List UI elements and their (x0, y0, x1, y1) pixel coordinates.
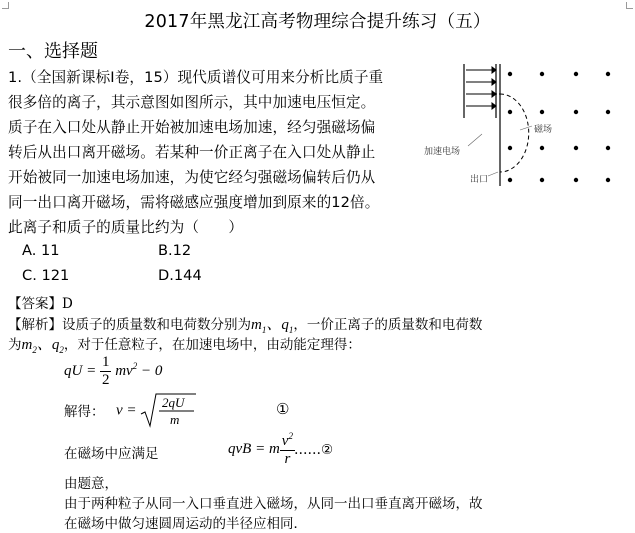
equation-lorentz: qvB = m $\frac{v^2}{r}$ (228, 431, 293, 467)
section-heading: 一、选择题 (8, 41, 98, 62)
page-title: 2017年黑龙江高考物理综合提升练习（五） (144, 12, 491, 32)
question-line: 很多倍的离子，其示意图如图所示，其中加速电压恒定。 (8, 94, 376, 111)
question-line: 质子在入口处从静止开始被加速电场加速，经匀强磁场偏 (8, 119, 376, 136)
svg-text:m: m (170, 412, 180, 427)
label-exit: 出口 (470, 175, 489, 185)
solve-label: 解得： (64, 404, 105, 420)
equation-number-2: ……② (294, 442, 334, 458)
conclusion-line-1: 由于两种粒子从同一入口垂直进入磁场，从同一出口垂直离开磁场，故 (64, 496, 483, 512)
option-c: C. 121 (22, 267, 70, 284)
question-line: 开始被同一加速电场加速，为使它经匀强磁场偏转后仍从 (8, 169, 376, 186)
symbol-m2-q2: $m_2$、$q_2$ (21, 337, 64, 355)
question-line: 同一出口离开磁场，需将磁感应强度增加到原来的12倍。 (8, 194, 380, 211)
equation-velocity: v = 2qU m (116, 392, 198, 430)
trajectory-path (500, 94, 529, 172)
magnetic-field-dots (508, 72, 610, 182)
option-b: B.12 (158, 242, 192, 259)
fraction-half: $\frac{1}{2}$ (101, 354, 110, 388)
analysis-label: 【解析】 (8, 317, 62, 333)
conclusion-line-2: 在磁场中做匀速圆周运动的半径应相同． (64, 516, 307, 532)
question-line: 此离子和质子的质量比约为（ ） (8, 219, 244, 236)
mass-spectrometer-diagram (418, 60, 618, 188)
answer-value: D (62, 296, 73, 312)
equation-energy: qU = $\frac{1}{2}$ $mv^2 - 0$ (64, 354, 163, 388)
equation-number-1: ① (276, 400, 290, 418)
field-leader (520, 126, 532, 130)
answer-line (8, 292, 73, 312)
sqrt-sign (140, 392, 198, 430)
exit-leader (488, 172, 498, 176)
fraction-v2-r: $\frac{v^2}{r}$ (281, 431, 293, 467)
field-arrows (466, 67, 496, 109)
label-magnetic-field: 磁场 (534, 125, 553, 135)
accel-leader (468, 134, 482, 146)
svg-text:2qU: 2qU (162, 395, 185, 410)
option-a: A. 11 (22, 242, 60, 259)
field-condition-label: 在磁场中应满足 (64, 446, 159, 462)
option-d: D.144 (158, 267, 202, 284)
question-line: 1.（全国新课标Ⅰ卷，15）现代质谱仪可用来分析比质子重 (8, 69, 384, 86)
label-accel-field: 加速电场 (424, 147, 461, 157)
given-line: 由题意， (64, 476, 118, 492)
answer-label: 【答案】 (8, 296, 62, 312)
analysis-line-1: 【解析】设质子的质量数和电荷数分别为$m_1$、$q_1$，一价正离子的质量数和电荷数 (8, 317, 483, 335)
symbol-m1-q1: $m_1$、$q_1$ (251, 317, 294, 335)
question-line: 转后从出口离开磁场。若某种一价正离子在入口处从静止 (8, 144, 376, 161)
analysis-line-2: 为$m_2$、$q_2$，对于任意粒子，在加速电场中，由动能定理得： (8, 337, 361, 355)
